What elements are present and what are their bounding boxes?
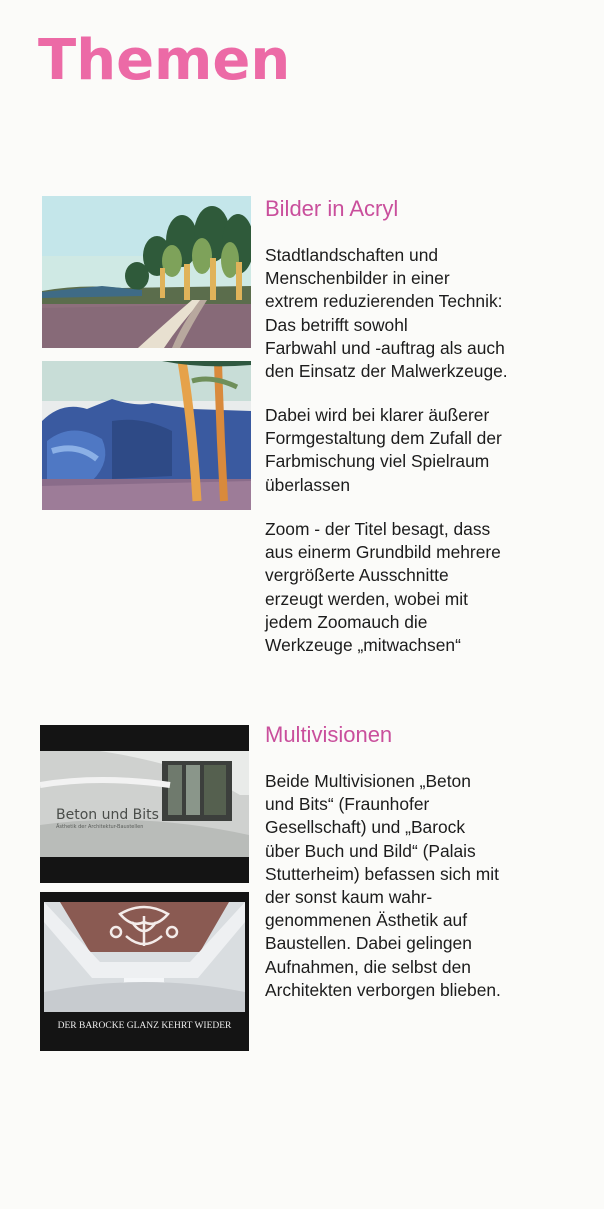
multivision-still-beton-und-bits [40,725,249,883]
barock-caption: DER BAROCKE GLANZ KEHRT WIEDER [57,1021,232,1031]
acrylic-painting-road-landscape [42,196,251,348]
beton-und-bits-subtitle: Ästhetik der Architektur-Baustellen [56,824,144,830]
acryl-paragraph-2: Dabei wird bei klarer äußerer Formgestaltung dem Zufall der Farbmischung viel Spielraum überlassen [265,405,502,495]
page-title: Themen [38,28,291,93]
multivisionen-paragraph: Beide Multivisionen „Beton und Bits“ (Fraunhofer Gesellschaft) und „Barock über Buch und Bild“ (Palais Stutterheim) befassen sich mit der sonst kaum wahr- genommenen Ästhetik auf Baustellen. Dabei gelingen Aufnahmen, die selbst den Architekten verborgen blieben. [265,771,501,1000]
acryl-paragraph-3: Zoom - der Titel besagt, dass aus einerm Grundbild mehrere vergrößerte Ausschnitte erzeugt werden, wobei mit jedem Zoomauch die Werkzeuge „mitwachsen“ [265,519,501,656]
acrylic-painting-rocks-trees [42,361,251,510]
section-heading-acryl: Bilder in Acryl [265,196,399,221]
section-heading-multivisionen: Multivisionen [265,722,393,747]
beton-und-bits-title: Beton und Bits [56,807,159,823]
multivision-still-barock [40,892,249,1051]
acryl-paragraph-1: Stadtlandschaften und Menschenbilder in einer extrem reduzierenden Technik: Das betrifft sowohl Farbwahl und -auftrag als auch den Einsatz der Malwerkzeuge. [265,245,508,382]
